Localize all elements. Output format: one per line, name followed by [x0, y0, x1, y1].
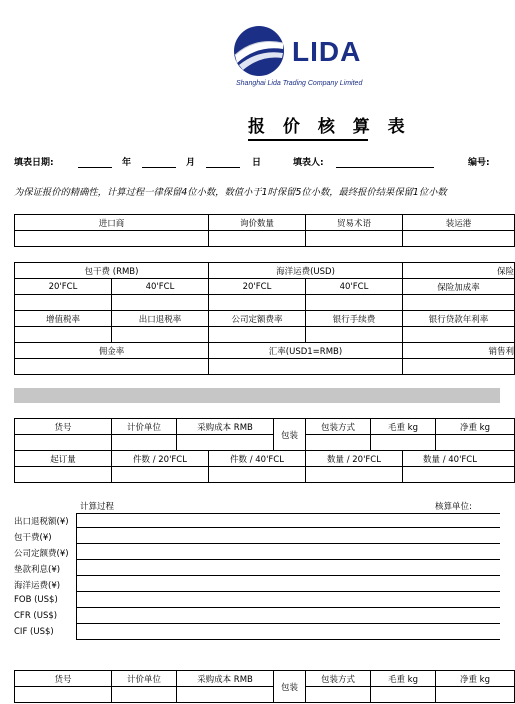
packing-header: 包装	[274, 419, 306, 451]
export-rebate-cell[interactable]	[112, 327, 209, 343]
bank-charge-cell[interactable]	[306, 327, 403, 343]
insurance-markup-cell[interactable]	[403, 295, 515, 311]
freight-20fcl-header: 20'FCL	[209, 279, 306, 295]
package-fee-header: 包干费 (RMB)	[15, 263, 209, 279]
number-label: 编号:	[468, 158, 490, 168]
calc-label: CFR (US$)	[14, 611, 58, 621]
commission-cell[interactable]	[15, 359, 209, 375]
gross-weight-header: 毛重 kg	[371, 671, 436, 687]
item-no-header: 货号	[15, 671, 112, 687]
calc-row-ocean-freight[interactable]	[14, 577, 500, 592]
trade-term-cell[interactable]	[306, 231, 403, 247]
price-unit-header: 计价单位	[112, 671, 177, 687]
company-fee-rate-header: 公司定额费率	[209, 311, 306, 327]
logo-company-name: Shanghai Lida Trading Company Limited	[236, 80, 363, 87]
calc-label: FOB (US$)	[14, 595, 58, 605]
packing-method-cell[interactable]	[306, 435, 371, 451]
price-unit-cell[interactable]	[112, 687, 177, 703]
vat-rate-cell[interactable]	[15, 327, 112, 343]
purchase-cost-header: 采购成本 RMB	[177, 419, 274, 435]
port-header: 装运港	[403, 215, 515, 231]
calc-label: 包干费(¥)	[14, 533, 52, 543]
calc-row-interest[interactable]	[14, 561, 500, 576]
moq-cell[interactable]	[15, 467, 112, 483]
net-weight-header: 净重 kg	[436, 671, 515, 687]
moq-table	[14, 450, 515, 483]
qty-20fcl-header: 数量 / 20'FCL	[306, 451, 403, 467]
calc-label: 公司定额费(¥)	[14, 549, 69, 559]
purchase-cost-cell[interactable]	[177, 435, 274, 451]
product-table-2	[14, 670, 515, 703]
lida-logo-icon	[233, 25, 285, 77]
packing-method-cell[interactable]	[306, 687, 371, 703]
fill-month-field[interactable]	[142, 157, 176, 168]
qty-20fcl-cell[interactable]	[306, 467, 403, 483]
pkg-20fcl-header: 20'FCL	[15, 279, 112, 295]
port-cell[interactable]	[403, 231, 515, 247]
month-label: 月	[186, 158, 196, 168]
purchase-cost-header: 采购成本 RMB	[177, 671, 274, 687]
importer-table	[14, 214, 515, 247]
packing-method-header: 包装方式	[306, 419, 371, 435]
pkg-40fcl-header: 40'FCL	[112, 279, 209, 295]
filler-label: 填表人:	[293, 158, 324, 168]
moq-header: 起订量	[15, 451, 112, 467]
day-label: 日	[252, 158, 262, 168]
exchange-rate-cell[interactable]	[209, 359, 403, 375]
pcs-20fcl-cell[interactable]	[112, 467, 209, 483]
net-weight-cell[interactable]	[436, 435, 515, 451]
pkg-40fcl-cell[interactable]	[112, 295, 209, 311]
cost-rate-table	[14, 262, 515, 375]
year-label: 年	[122, 158, 132, 168]
fill-year-field[interactable]	[78, 157, 112, 168]
inquiry-qty-header: 询价数量	[209, 215, 306, 231]
loan-rate-header: 银行贷款年利率	[403, 311, 515, 327]
product-table	[14, 418, 515, 451]
item-no-cell[interactable]	[15, 435, 112, 451]
gross-weight-cell[interactable]	[371, 435, 436, 451]
freight-40fcl-cell[interactable]	[306, 295, 403, 311]
pcs-40fcl-cell[interactable]	[209, 467, 306, 483]
vat-rate-header: 增值税率	[15, 311, 112, 327]
calc-row-package-fee[interactable]	[14, 529, 500, 544]
pcs-20fcl-header: 件数 / 20'FCL	[112, 451, 209, 467]
calc-row-export-rebate[interactable]	[14, 513, 500, 528]
importer-header: 进口商	[15, 215, 209, 231]
gross-weight-cell[interactable]	[371, 687, 436, 703]
calc-process-label: 计算过程	[80, 502, 115, 512]
calc-label: CIF (US$)	[14, 627, 54, 637]
page-title: 报 价 核 算 表	[248, 112, 368, 141]
qty-40fcl-header: 数量 / 40'FCL	[403, 451, 515, 467]
calc-label: 垫款利息(¥)	[14, 565, 61, 575]
sales-profit-cell[interactable]	[403, 359, 515, 375]
fill-day-field[interactable]	[206, 157, 240, 168]
section-divider	[14, 388, 500, 403]
company-fee-rate-cell[interactable]	[209, 327, 306, 343]
inquiry-qty-cell[interactable]	[209, 231, 306, 247]
calc-row-cfr[interactable]	[14, 609, 500, 624]
fill-date-label: 填表日期:	[14, 158, 54, 168]
calc-row-cif[interactable]	[14, 625, 500, 640]
purchase-cost-cell[interactable]	[177, 687, 274, 703]
sales-profit-header: 销售利	[403, 343, 515, 359]
commission-header: 佣金率	[15, 343, 209, 359]
ocean-freight-header: 海洋运费(USD)	[209, 263, 403, 279]
calc-label: 海洋运费(¥)	[14, 581, 61, 591]
logo-wordmark: LIDA	[292, 36, 362, 67]
pkg-20fcl-cell[interactable]	[15, 295, 112, 311]
loan-rate-cell[interactable]	[403, 327, 515, 343]
net-weight-header: 净重 kg	[436, 419, 515, 435]
gross-weight-header: 毛重 kg	[371, 419, 436, 435]
packing-header: 包装	[274, 671, 306, 703]
insurance-markup-header: 保险加成率	[403, 279, 515, 295]
importer-cell[interactable]	[15, 231, 209, 247]
freight-40fcl-header: 40'FCL	[306, 279, 403, 295]
calc-row-fob[interactable]	[14, 593, 500, 608]
freight-20fcl-cell[interactable]	[209, 295, 306, 311]
net-weight-cell[interactable]	[436, 687, 515, 703]
bank-charge-header: 银行手续费	[306, 311, 403, 327]
price-unit-header: 计价单位	[112, 419, 177, 435]
packing-method-header: 包装方式	[306, 671, 371, 687]
filler-field[interactable]	[336, 157, 434, 168]
export-rebate-header: 出口退税率	[112, 311, 209, 327]
trade-term-header: 贸易术语	[306, 215, 403, 231]
price-unit-cell[interactable]	[112, 435, 177, 451]
calc-label: 出口退税额(¥)	[14, 517, 69, 527]
qty-40fcl-cell[interactable]	[403, 467, 515, 483]
exchange-rate-header: 汇率(USD1=RMB)	[209, 343, 403, 359]
calc-unit-label: 核算单位:	[435, 502, 472, 512]
calc-row-company-fee[interactable]	[14, 545, 500, 560]
item-no-header: 货号	[15, 419, 112, 435]
insurance-header: 保险	[403, 263, 515, 279]
pcs-40fcl-header: 件数 / 40'FCL	[209, 451, 306, 467]
item-no-cell[interactable]	[15, 687, 112, 703]
precision-note: 为保证报价的精确性，计算过程一律保留4位小数，数值小于1时保留5位小数，最终报价结果保留1位小数	[14, 187, 447, 198]
